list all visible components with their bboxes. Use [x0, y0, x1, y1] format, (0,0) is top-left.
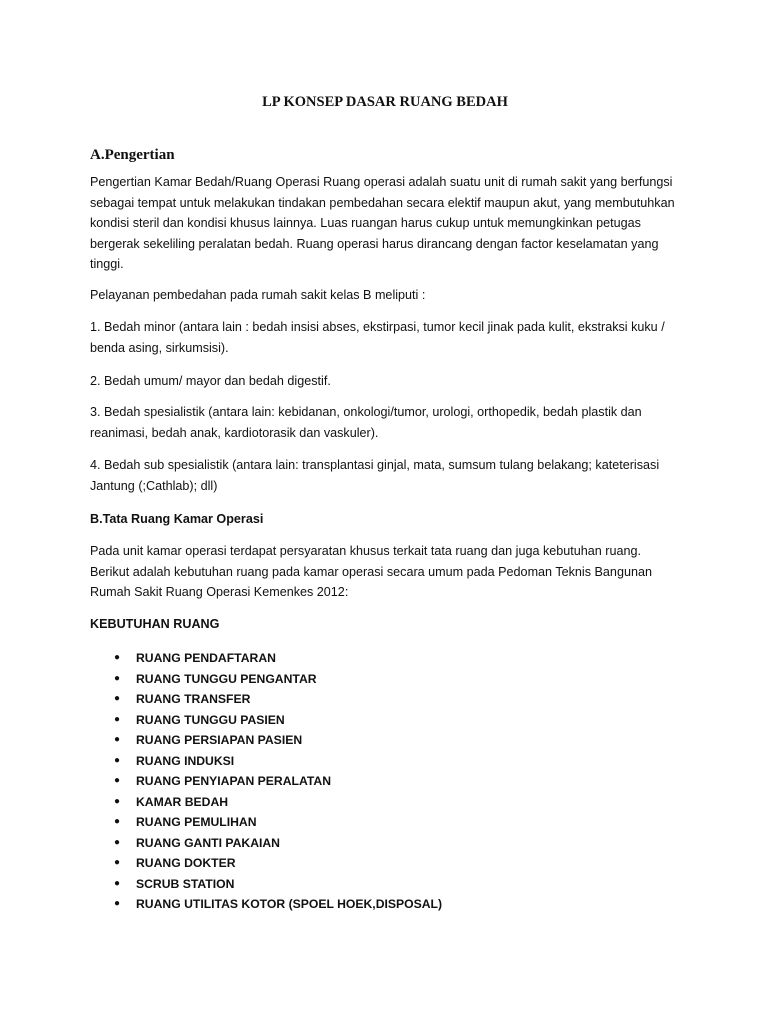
room-name: RUANG TRANSFER [136, 692, 251, 706]
list-item [90, 792, 442, 813]
service-item-2: 2. Bedah umum/ mayor dan bedah digestif. [90, 374, 331, 388]
list-item [90, 894, 442, 915]
paragraph-pengertian: Pengertian Kamar Bedah/Ruang Operasi Ruang operasi adalah suatu unit di rumah sakit yang berfungsi sebagai tempat untuk melakukan tindakan pembedahan secara elektif maupun akut, yang membutuhkan kondisi steril dan kondisi khusus lainnya. Luas ruangan harus cukup untuk memungkinkan petugas bergerak sekeliling peralatan bedah. Ruang operasi harus dirancang dengan factor keselamatan yang tinggi. [90, 175, 675, 271]
room-name: RUANG PENYIAPAN PERALATAN [136, 774, 332, 788]
list-heading-kebutuhan-ruang: KEBUTUHAN RUANG [90, 617, 220, 631]
section-heading-pengertian: A.Pengertian [90, 147, 175, 163]
list-item [90, 874, 442, 895]
service-item-1: 1. Bedah minor (antara lain : bedah insisi abses, ekstirpasi, tumor kecil jinak pada kulit, ekstraksi kuku / benda asing, sirkumsisi). [90, 320, 665, 355]
bullet-icon: ● [114, 816, 121, 827]
room-name: RUANG DOKTER [136, 856, 236, 870]
room-name: RUANG PENDAFTARAN [136, 651, 276, 665]
bullet-icon: ● [114, 795, 121, 807]
service-item-4: 4. Bedah sub spesialistik (antara lain: transplantasi ginjal, mata, sumsum tulang belakang; kateterisasi Jantung (;Cathlab); dll) [90, 458, 660, 493]
room-name: RUANG TUNGGU PENGANTAR [136, 671, 317, 686]
list-item [90, 689, 442, 710]
bullet-icon: ● [114, 898, 121, 909]
bullet-icon: ● [114, 877, 121, 889]
bullet-icon: ● [114, 836, 121, 848]
paragraph-tata-ruang: Pada unit kamar operasi terdapat persyaratan khusus terkait tata ruang dan juga kebutuhan ruang. Berikut adalah kebutuhan ruang pada kamar operasi secara umum pada Pedoman Teknis Bangunan Rumah Sakit Ruang Operasi Kemenkes 2012: [90, 544, 652, 599]
bullet-icon: ● [114, 652, 121, 663]
list-item [90, 751, 442, 772]
list-item [90, 730, 442, 751]
list-item [90, 710, 442, 731]
list-item [90, 833, 442, 854]
bullet-icon: ● [114, 754, 121, 766]
room-name: RUANG PERSIAPAN PASIEN [136, 733, 303, 747]
paragraph-pelayanan: Pelayanan pembedahan pada rumah sakit kelas B meliputi : [90, 288, 426, 302]
bullet-icon: ● [114, 734, 121, 745]
bullet-icon: ● [114, 857, 121, 868]
bullet-icon: ● [114, 713, 121, 725]
room-name: RUANG GANTI PAKAIAN [136, 835, 280, 850]
document-title: LP KONSEP DASAR RUANG BEDAH [262, 94, 508, 110]
list-item [90, 648, 442, 669]
list-item [90, 771, 442, 792]
room-name: SCRUB STATION [136, 876, 235, 891]
section-heading-tata-ruang: B.Tata Ruang Kamar Operasi [90, 512, 264, 526]
room-name: RUANG TUNGGU PASIEN [136, 712, 285, 727]
room-name: RUANG PEMULIHAN [136, 815, 257, 829]
list-item [90, 853, 442, 874]
service-item-3: 3. Bedah spesialistik (antara lain: kebidanan, onkologi/tumor, urologi, orthopedik, bedah plastik dan reanimasi, bedah anak, kardiotorasik dan vaskuler). [90, 405, 642, 440]
list-item [90, 812, 442, 833]
room-name: RUANG INDUKSI [136, 753, 235, 768]
bullet-icon: ● [114, 775, 121, 786]
room-name: RUANG UTILITAS KOTOR (SPOEL HOEK,DISPOSAL) [136, 897, 443, 911]
list-item [90, 669, 442, 690]
room-list [90, 648, 442, 915]
room-name: KAMAR BEDAH [136, 794, 229, 809]
bullet-icon: ● [114, 693, 121, 704]
bullet-icon: ● [114, 672, 121, 684]
